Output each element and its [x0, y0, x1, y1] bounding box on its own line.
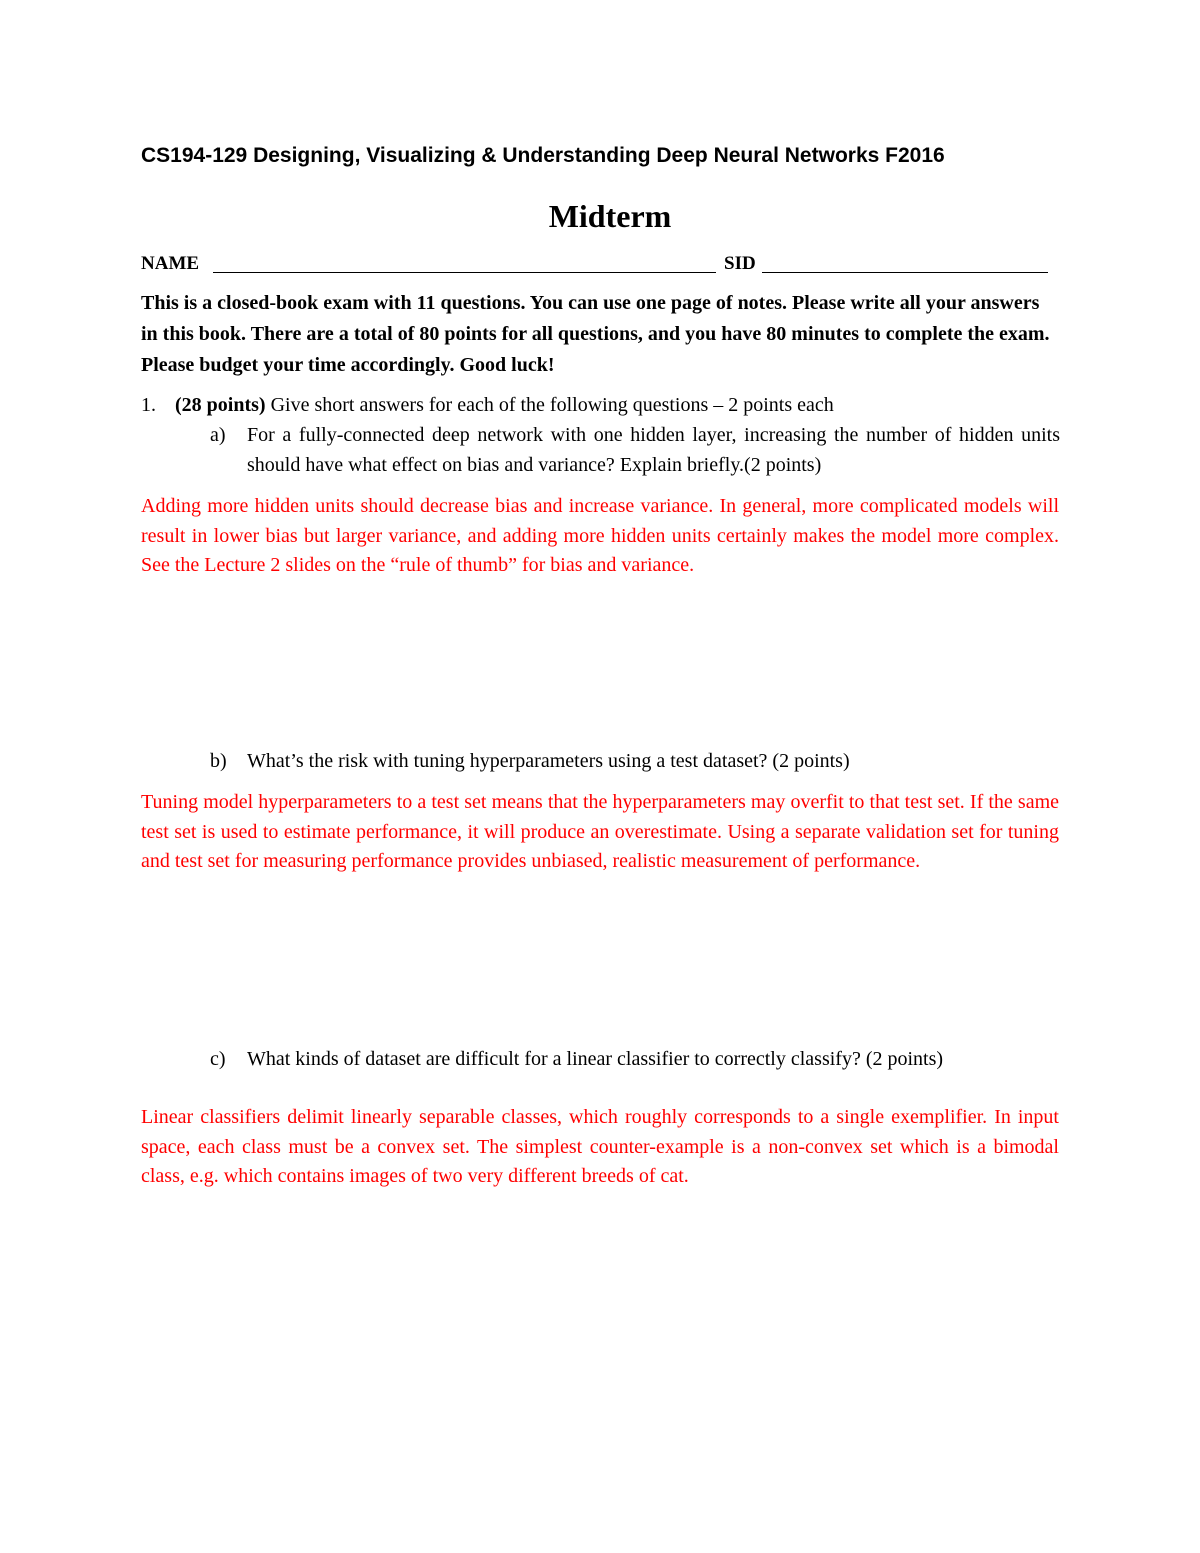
subquestion-letter: b): [210, 750, 227, 772]
subquestion-c: [210, 1044, 1060, 1104]
name-blank: [213, 272, 716, 273]
sid-blank: [762, 272, 1048, 273]
answer-a: Adding more hidden units should decrease bias and increase variance. In general, more complicated models will result in lower bias but larger variance, and adding more hidden units certainly makes the model more complex. See the Lecture 2 slides on the “rule of thumb” for bias and variance.: [141, 495, 1059, 576]
name-label: NAME: [141, 253, 200, 274]
exam-instructions: This is a closed-book exam with 11 questions. You can use one page of notes. Please write all your answers in this book. There are a total of 80 points for all questions, and you have 80 minutes to complete the exam. Please budget your time accordingly. Good luck!: [141, 292, 1050, 376]
sid-label: SID: [724, 253, 756, 274]
answer-b: Tuning model hyperparameters to a test set means that the hyperparameters may overfit to that test set. If the same test set is used to estimate performance, it will produce an overestimate. Using a separate validation set for tuning and test set for measuring performance provides unbiased, realistic measurement of performance.: [141, 791, 1059, 872]
question-description: Give short answers for each of the following questions – 2 points each: [270, 394, 834, 416]
exam-title: Midterm: [548, 198, 672, 234]
course-title: CS194-129 Designing, Visualizing & Understanding Deep Neural Networks F2016: [141, 144, 945, 167]
subquestion-text: For a fully-connected deep network with one hidden layer, increasing the number of hidden units should have what effect on bias and variance? Explain briefly.(2 points): [247, 424, 1060, 476]
subquestion-text: What’s the risk with tuning hyperparameters using a test dataset? (2 points): [247, 750, 850, 772]
answer-c: Linear classifiers delimit linearly separable classes, which roughly corresponds to a single exemplifier. In input space, each class must be a convex set. The simplest counter-example is a non-convex set which is a bimodal class, e.g. which contains images of two very different breeds of cat.: [141, 1106, 1059, 1187]
question-text: [175, 390, 834, 420]
question-points: (28 points): [175, 394, 266, 416]
subquestion-letter: c): [210, 1048, 226, 1070]
question-number: 1.: [141, 394, 156, 416]
subquestion-text: What kinds of dataset are difficult for a linear classifier to correctly classify? (2 points): [247, 1048, 944, 1070]
subquestion-b: [210, 746, 1060, 776]
student-id-line: [141, 250, 1061, 278]
subquestion-a: [210, 420, 1060, 480]
subquestion-letter: a): [210, 424, 226, 446]
